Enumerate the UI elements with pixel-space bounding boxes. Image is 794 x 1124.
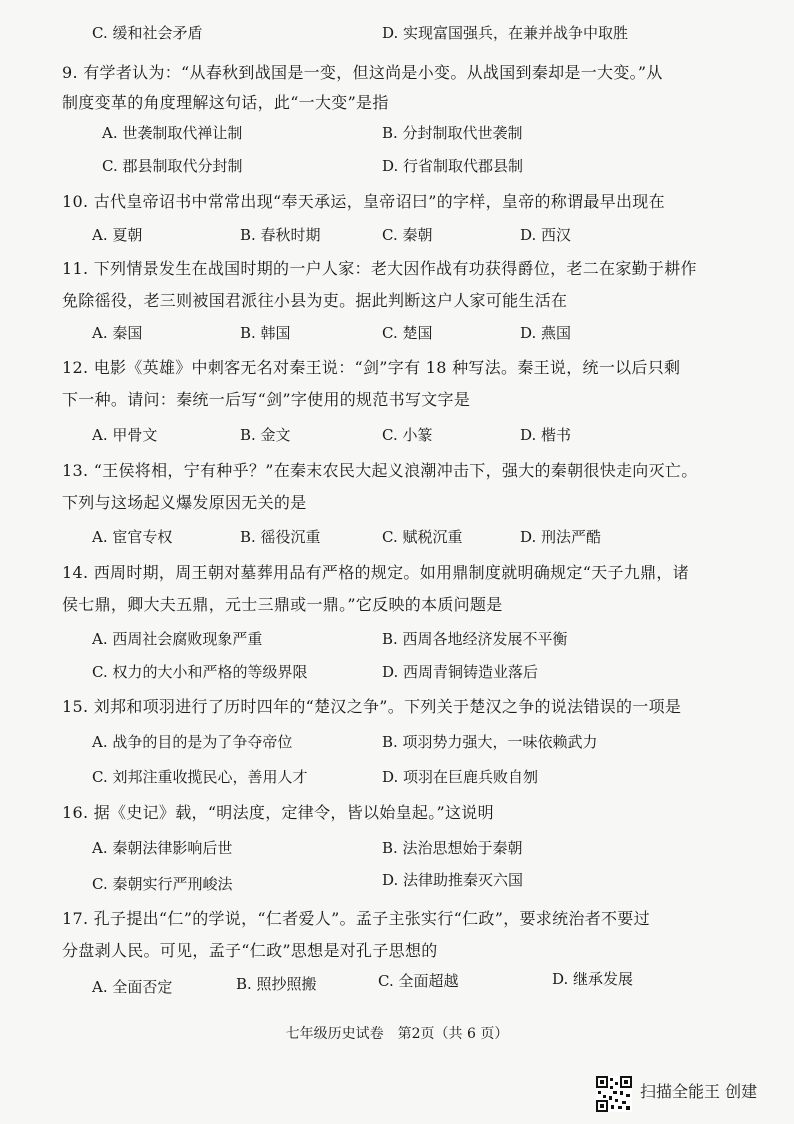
answer-option: D. 楷书 — [520, 426, 572, 444]
answer-option: D. 刑法严酷 — [520, 528, 602, 546]
question-text: 14. 西周时期，周王朝对墓葬用品有严格的规定。如用鼎制度就明确规定“天子九鼎，诸 — [62, 563, 690, 582]
question-text: 17. 孔子提出“仁”的学说，“仁者爱人”。孟子主张实行“仁政”，要求统治者不要过 — [62, 909, 650, 928]
question-text: 10. 古代皇帝诏书中常常出现“奉天承运，皇帝诏曰”的字样，皇帝的称谓最早出现在 — [62, 192, 665, 211]
answer-option: D. 行省制取代郡县制 — [382, 157, 524, 175]
answer-option: D. 西汉 — [520, 226, 572, 244]
scanner-watermark: 扫描全能王 创建 — [640, 1082, 758, 1101]
question-text: 15. 刘邦和项羽进行了历时四年的“楚汉之争”。下列关于楚汉之争的说法错误的一项是 — [62, 697, 682, 716]
answer-option: D. 项羽在巨鹿兵败自刎 — [382, 768, 539, 786]
answer-option: D. 西周青铜铸造业落后 — [382, 663, 539, 681]
answer-option: B. 西周各地经济发展不平衡 — [382, 630, 568, 648]
answer-option: B. 法治思想始于秦朝 — [382, 839, 523, 857]
answer-option: C. 郡县制取代分封制 — [102, 157, 243, 175]
page-footer: 七年级历史试卷 第2页（共 6 页） — [285, 1026, 509, 1042]
answer-option: D. 燕国 — [520, 324, 572, 342]
qr-code-icon — [596, 1076, 632, 1112]
question-text: 分盘剥人民。可见，孟子“仁政”思想是对孔子思想的 — [62, 941, 438, 960]
question-text: 16. 据《史记》载，“明法度，定律令，皆以始皇起。”这说明 — [62, 803, 494, 822]
answer-option: D. 实现富国强兵，在兼并战争中取胜 — [382, 24, 629, 42]
question-text: 11. 下列情景发生在战国时期的一户人家：老大因作战有功获得爵位，老二在家勤于耕作 — [62, 259, 697, 278]
question-text: 免除徭役，老三则被国君派往小县为吏。据此判断这户人家可能生活在 — [62, 291, 568, 310]
answer-option: C. 小篆 — [382, 426, 433, 444]
answer-option: A. 甲骨文 — [92, 426, 158, 444]
answer-option: C. 楚国 — [382, 324, 433, 342]
question-text: 下一种。请问：秦统一后写“剑”字使用的规范书写文字是 — [62, 390, 471, 409]
question-text: 13. “王侯将相，宁有种乎？”在秦末农民大起义浪潮冲击下，强大的秦朝很快走向灭亡。 — [62, 461, 698, 480]
answer-option: B. 徭役沉重 — [240, 528, 321, 546]
answer-option: A. 西周社会腐败现象严重 — [92, 630, 263, 648]
question-text: 制度变革的角度理解这句话，此“一大变”是指 — [62, 93, 389, 112]
answer-option: A. 秦国 — [92, 324, 143, 342]
answer-option: C. 全面超越 — [378, 972, 459, 990]
answer-option: A. 夏朝 — [92, 226, 143, 244]
answer-option: D. 继承发展 — [552, 970, 634, 988]
answer-option: A. 全面否定 — [92, 978, 173, 996]
answer-option: B. 金文 — [240, 426, 291, 444]
answer-option: C. 刘邦注重收揽民心，善用人才 — [92, 768, 308, 786]
answer-option: B. 项羽势力强大，一味依赖武力 — [382, 733, 598, 751]
question-text: 侯七鼎，卿大夫五鼎，元士三鼎或一鼎。”它反映的本质问题是 — [62, 595, 503, 614]
answer-option: B. 春秋时期 — [240, 226, 321, 244]
answer-option: A. 战争的目的是为了争夺帝位 — [92, 733, 293, 751]
answer-option: D. 法律助推秦灭六国 — [382, 871, 524, 889]
answer-option: A. 秦朝法律影响后世 — [92, 839, 233, 857]
question-text: 下列与这场起义爆发原因无关的是 — [62, 493, 307, 512]
answer-option: C. 赋税沉重 — [382, 528, 463, 546]
answer-option: B. 分封制取代世袭制 — [382, 124, 523, 142]
question-text: 9. 有学者认为：“从春秋到战国是一变，但这尚是小变。从战国到秦却是一大变。”从 — [62, 63, 663, 82]
answer-option: A. 世袭制取代禅让制 — [102, 124, 243, 142]
answer-option: B. 韩国 — [240, 324, 291, 342]
answer-option: C. 缓和社会矛盾 — [92, 24, 203, 42]
answer-option: A. 宦官专权 — [92, 528, 173, 546]
answer-option: B. 照抄照搬 — [236, 975, 317, 993]
question-text: 12. 电影《英雄》中刺客无名对秦王说：“剑”字有 18 种写法。秦王说，统一以后只剩 — [62, 358, 681, 377]
answer-option: C. 权力的大小和严格的等级界限 — [92, 663, 308, 681]
answer-option: C. 秦朝实行严刑峻法 — [92, 875, 233, 893]
answer-option: C. 秦朝 — [382, 226, 433, 244]
